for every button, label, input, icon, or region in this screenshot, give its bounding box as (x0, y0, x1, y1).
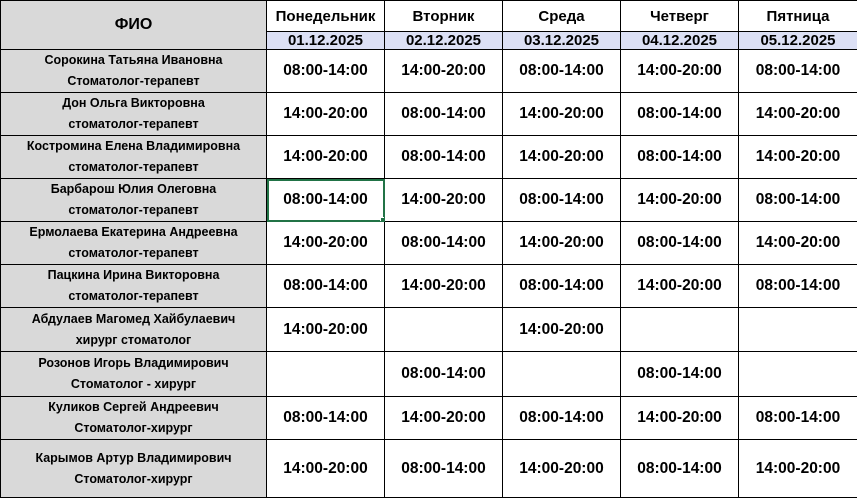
shift-cell[interactable] (503, 352, 621, 397)
employee-name-cell[interactable] (1, 308, 267, 352)
shift-cell[interactable]: 14:00-20:00 (385, 179, 503, 222)
table-row (1, 352, 857, 397)
employee-role: хирург стоматолог (1, 330, 266, 351)
table-row (1, 308, 857, 352)
table-row (1, 397, 857, 440)
shift-cell[interactable]: 08:00-14:00 (621, 440, 739, 498)
day-header-tuesday[interactable]: Вторник (385, 1, 503, 32)
employee-name: Абдулаев Магомед Хайбулаевич (1, 309, 266, 330)
employee-name: Барбарош Юлия Олеговна (1, 179, 266, 200)
shift-cell[interactable]: 14:00-20:00 (385, 50, 503, 93)
shift-cell[interactable]: 08:00-14:00 (267, 50, 385, 93)
table-row (1, 265, 857, 308)
shift-cell[interactable] (267, 352, 385, 397)
shift-cell[interactable]: 08:00-14:00 (503, 179, 621, 222)
shift-cell[interactable] (739, 308, 857, 352)
shift-cell[interactable]: 08:00-14:00 (503, 50, 621, 93)
employee-name-cell[interactable] (1, 179, 267, 222)
shift-cell[interactable]: 08:00-14:00 (739, 397, 857, 440)
shift-cell[interactable]: 14:00-20:00 (503, 308, 621, 352)
shift-cell[interactable]: 08:00-14:00 (621, 136, 739, 179)
employee-name-cell[interactable] (1, 50, 267, 93)
shift-cell[interactable]: 14:00-20:00 (503, 136, 621, 179)
employee-name: Костромина Елена Владимировна (1, 136, 266, 157)
employee-name: Пацкина Ирина Викторовна (1, 265, 266, 286)
employee-role: Стоматолог - хирург (1, 374, 266, 395)
table-row (1, 222, 857, 265)
shift-cell[interactable]: 08:00-14:00 (267, 397, 385, 440)
date-header-thursday[interactable]: 04.12.2025 (621, 32, 739, 50)
shift-cell[interactable]: 08:00-14:00 (385, 136, 503, 179)
shift-cell[interactable]: 08:00-14:00 (503, 265, 621, 308)
employee-name: Дон Ольга Викторовна (1, 93, 266, 114)
employee-name: Куликов Сергей Андреевич (1, 397, 266, 418)
shift-cell[interactable]: 08:00-14:00 (621, 222, 739, 265)
day-header-wednesday[interactable]: Среда (503, 1, 621, 32)
employee-name: Ермолаева Екатерина Андреевна (1, 222, 266, 243)
shift-cell[interactable]: 14:00-20:00 (267, 222, 385, 265)
shift-cell[interactable]: 08:00-14:00 (267, 179, 385, 222)
shift-cell[interactable]: 14:00-20:00 (503, 222, 621, 265)
table-row (1, 179, 857, 222)
shift-cell[interactable]: 14:00-20:00 (739, 222, 857, 265)
shift-cell[interactable] (739, 352, 857, 397)
shift-cell[interactable]: 08:00-14:00 (385, 352, 503, 397)
table-row (1, 50, 857, 93)
employee-name-cell[interactable] (1, 222, 267, 265)
shift-cell[interactable]: 08:00-14:00 (267, 265, 385, 308)
shift-cell[interactable]: 14:00-20:00 (739, 136, 857, 179)
shift-cell[interactable]: 08:00-14:00 (385, 93, 503, 136)
fio-header[interactable]: ФИО (1, 1, 267, 50)
employee-role: стоматолог-терапевт (1, 200, 266, 221)
shift-cell[interactable]: 14:00-20:00 (621, 397, 739, 440)
date-header-friday[interactable]: 05.12.2025 (739, 32, 857, 50)
shift-cell[interactable]: 08:00-14:00 (385, 222, 503, 265)
employee-role: Стоматолог-хирург (1, 469, 266, 490)
employee-role: стоматолог-терапевт (1, 114, 266, 135)
shift-cell[interactable]: 08:00-14:00 (385, 440, 503, 498)
employee-name-cell[interactable] (1, 352, 267, 397)
shift-cell[interactable]: 14:00-20:00 (739, 93, 857, 136)
employee-role: Стоматолог-хирург (1, 418, 266, 439)
shift-cell[interactable]: 14:00-20:00 (267, 93, 385, 136)
employee-role: стоматолог-терапевт (1, 286, 266, 307)
table-row (1, 440, 857, 498)
shift-cell[interactable]: 14:00-20:00 (267, 308, 385, 352)
shift-cell[interactable]: 08:00-14:00 (739, 265, 857, 308)
shift-cell[interactable]: 08:00-14:00 (503, 397, 621, 440)
shift-cell[interactable]: 14:00-20:00 (267, 136, 385, 179)
employee-role: стоматолог-терапевт (1, 243, 266, 264)
shift-cell[interactable]: 08:00-14:00 (621, 352, 739, 397)
shift-cell[interactable]: 14:00-20:00 (385, 397, 503, 440)
shift-cell[interactable]: 14:00-20:00 (621, 50, 739, 93)
date-header-tuesday[interactable]: 02.12.2025 (385, 32, 503, 50)
employee-name-cell[interactable] (1, 93, 267, 136)
date-header-wednesday[interactable]: 03.12.2025 (503, 32, 621, 50)
header-day-row (1, 1, 857, 32)
employee-name: Розонов Игорь Владимирович (1, 353, 266, 374)
shift-cell[interactable]: 08:00-14:00 (621, 93, 739, 136)
employee-name-cell[interactable] (1, 440, 267, 498)
shift-cell[interactable]: 14:00-20:00 (503, 93, 621, 136)
employee-name-cell[interactable] (1, 136, 267, 179)
shift-cell[interactable]: 14:00-20:00 (503, 440, 621, 498)
date-header-monday[interactable]: 01.12.2025 (267, 32, 385, 50)
employee-role: стоматолог-терапевт (1, 157, 266, 178)
schedule-body (1, 50, 857, 498)
day-header-thursday[interactable]: Четверг (621, 1, 739, 32)
table-row (1, 93, 857, 136)
shift-cell[interactable]: 14:00-20:00 (739, 440, 857, 498)
day-header-friday[interactable]: Пятница (739, 1, 857, 32)
shift-cell[interactable]: 14:00-20:00 (621, 179, 739, 222)
shift-cell[interactable]: 14:00-20:00 (385, 265, 503, 308)
employee-name-cell[interactable] (1, 265, 267, 308)
shift-cell[interactable]: 14:00-20:00 (621, 265, 739, 308)
shift-cell[interactable]: 08:00-14:00 (739, 50, 857, 93)
employee-name-cell[interactable] (1, 397, 267, 440)
shift-cell[interactable]: 14:00-20:00 (267, 440, 385, 498)
day-header-monday[interactable]: Понедельник (267, 1, 385, 32)
employee-name: Карымов Артур Владимирович (1, 448, 266, 469)
employee-name: Сорокина Татьяна Ивановна (1, 50, 266, 71)
shift-cell[interactable]: 08:00-14:00 (739, 179, 857, 222)
shift-cell[interactable] (385, 308, 503, 352)
shift-cell[interactable] (621, 308, 739, 352)
table-row (1, 136, 857, 179)
employee-role: Стоматолог-терапевт (1, 71, 266, 92)
